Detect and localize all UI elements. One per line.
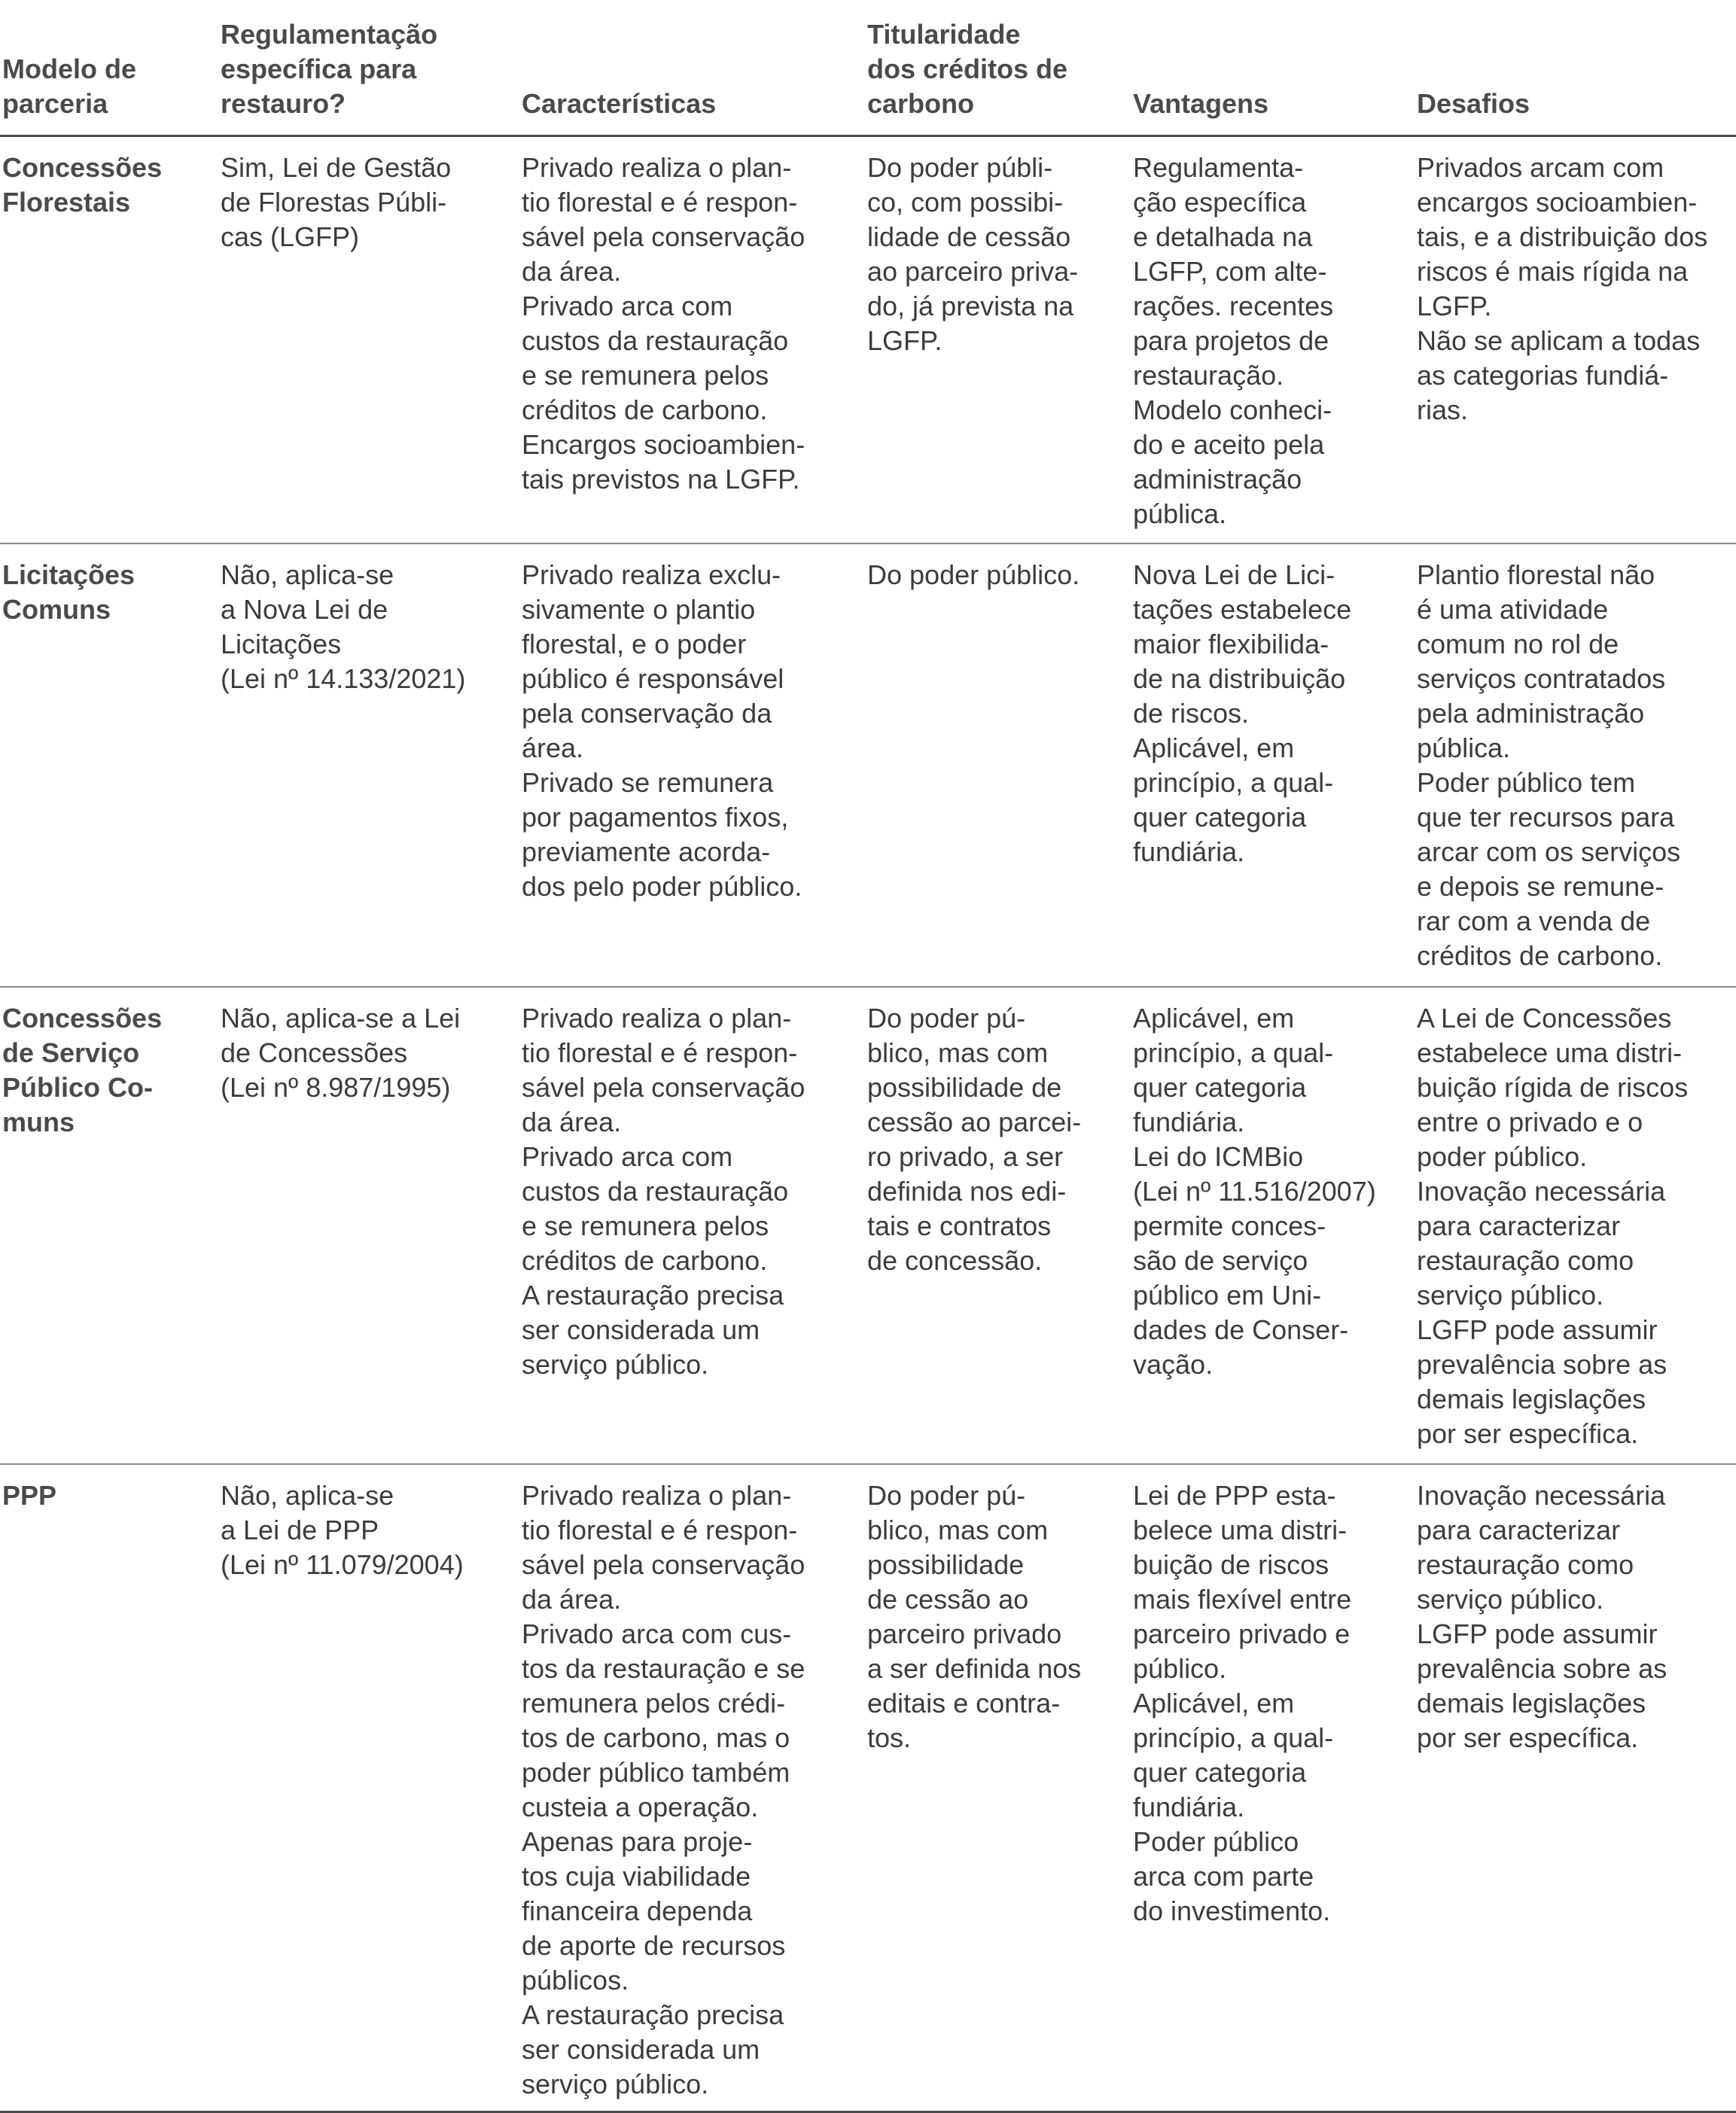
cell-titularidade: Do poder público. xyxy=(867,559,1080,590)
cell-vantagens: Nova Lei de Lici- tações estabelece maior flexibilida- de na distribuição de riscos. Aplicável, em princípio, a qual- quer categoria fundiária. xyxy=(1133,559,1352,867)
cell-titularidade: Do poder públi- co, com possibi- lidade de cessão ao parceiro priva- do, já prevista na LGFP. xyxy=(867,152,1079,356)
cell-desafios: Plantio florestal não é uma atividade comum no rol de serviços contratados pela administração pública. Poder público tem que ter recursos para arcar com os serviços e depois se remune- rar com a venda de créditos de carbono. xyxy=(1417,559,1681,971)
cell-regulamentacao: Sim, Lei de Gestão de Florestas Públi- cas (LGFP) xyxy=(221,152,452,252)
cell-regulamentacao: Não, aplica-se a Lei de Concessões (Lei nº 8.987/1995) xyxy=(221,1003,461,1103)
cell-caracteristicas: Privado realiza o plan- tio florestal e é respon- sável pela conservação da área. Privado arca com cus- tos da restauração e se remunera pelos crédi- tos de carbono, mas o poder público também custeia a operação. Apenas para proje- tos cuja viabilidade financeira dependa de aporte de recursos públicos. A restauração precisa ser considerada um serviço público. xyxy=(522,1480,806,2099)
cell-vantagens: Aplicável, em princípio, a qual- quer categoria fundiária. Lei do ICMBio (Lei nº 11.516/2007) permite conces- são de serviço público em Uni- dades de Conser- vação. xyxy=(1133,1003,1376,1380)
table-row xyxy=(0,988,1736,1465)
cell-titularidade: Do poder pú- blico, mas com possibilidade de cessão ao parcei- ro privado, a ser definida nos edi- tais e contratos de concessão. xyxy=(867,1003,1082,1276)
header-caracteristicas: Características xyxy=(522,88,717,119)
cell-desafios: Privados arcam com encargos socioambien- tais, e a distribuição dos riscos é mais rígida na LGFP. Não se aplicam a todas as categorias fundiá- rias. xyxy=(1417,152,1708,425)
cell-modelo: Concessões Florestais xyxy=(2,152,163,218)
cell-modelo: Licitações Comuns xyxy=(2,559,136,625)
cell-caracteristicas: Privado realiza o plan- tio florestal e é respon- sável pela conservação da área. Privado arca com custos da restauração e se remunera pelos créditos de carbono. Encargos socioambien- tais previstos na LGFP. xyxy=(522,152,806,495)
header-vantagens: Vantagens xyxy=(1133,88,1269,119)
cell-desafios: Inovação necessária para caracterizar restauração como serviço público. LGFP pode assumir prevalência sobre as demais legislações por ser específica. xyxy=(1417,1480,1667,1753)
cell-caracteristicas: Privado realiza o plan- tio florestal e é respon- sável pela conservação da área. Privado arca com custos da restauração e se remunera pelos créditos de carbono. A restauração precisa ser considerada um serviço público. xyxy=(522,1003,806,1380)
table-row xyxy=(0,1465,1736,2113)
table-row xyxy=(0,137,1736,544)
header-modelo: Modelo de parceria xyxy=(2,53,136,119)
table-header-row xyxy=(0,0,1736,137)
header-desafios: Desafios xyxy=(1417,88,1530,119)
cell-titularidade: Do poder pú- blico, mas com possibilidade de cessão ao parceiro privado a ser definida nos editais e contra- tos. xyxy=(867,1480,1082,1753)
header-titularidade: Titularidade dos créditos de carbono xyxy=(867,19,1068,119)
table-row xyxy=(0,544,1736,988)
cell-modelo: PPP xyxy=(2,1480,57,1511)
header-regulamentacao: Regulamentação específica para restauro? xyxy=(221,19,438,119)
cell-desafios: A Lei de Concessões estabelece uma distri- buição rígida de riscos entre o privado e o poder público. Inovação necessária para caracterizar restauração como serviço público. LGFP pode assumir prevalência sobre as demais legislações por ser específica. xyxy=(1417,1003,1689,1449)
cell-vantagens: Lei de PPP esta- belece uma distri- buição de riscos mais flexível entre parceiro privado e público. Aplicável, em princípio, a qual- quer categoria fundiária. Poder público arca com parte do investimento. xyxy=(1133,1480,1352,1926)
cell-caracteristicas: Privado realiza exclu- sivamente o plantio florestal, e o poder público é responsável pela conservação da área. Privado se remunera por pagamentos fixos, previamente acorda- dos pelo poder público. xyxy=(522,559,803,902)
cell-modelo: Concessões de Serviço Público Co- muns xyxy=(2,1003,163,1137)
cell-regulamentacao: Não, aplica-se a Nova Lei de Licitações (Lei nº 14.133/2021) xyxy=(221,559,466,694)
cell-vantagens: Regulamenta- ção específica e detalhada na LGFP, com alte- rações. recentes para projetos de restauração. Modelo conheci- do e aceito pela administração pública. xyxy=(1133,152,1334,529)
cell-regulamentacao: Não, aplica-se a Lei de PPP (Lei nº 11.079/2004) xyxy=(221,1480,464,1580)
